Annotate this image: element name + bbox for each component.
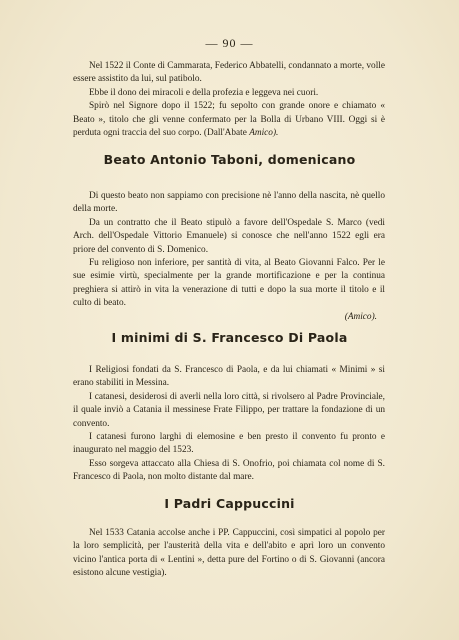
section-heading-cappuccini: I Padri Cappuccini [164, 496, 295, 511]
paragraph: Fu religioso non inferiore, per santità di vita, al Beato Giovanni Falco. Per le sue esimie virtù, specialmente per la grande mortificazione e per la continua preghiera si attirò in vita la venerazione di tutti e dopo la sua morte il titolo e il culto di beato. [73, 258, 385, 309]
paragraph [73, 100, 385, 140]
paragraph: I catanesi furono larghi di elemosine e ben presto il convento fu pronto e inaugurato nel maggio del 1523. [73, 432, 385, 456]
paragraph: Nel 1533 Catania accolse anche i PP. Cappuccini, così simpatici al popolo per la loro semplicità, per l'austerità della vita e dell'abito e aprì loro un convento vicino l'antica porta di « Lentini », detta pure del Fortino o di S. Giovanni (ancora esistono alcune vestigia). [73, 528, 385, 579]
paragraph: I Religiosi fondati da S. Francesco di Paola, e da lui chiamati « Minimi » si erano stabiliti in Messina. [73, 365, 385, 389]
section-beato-antonio [73, 190, 385, 324]
paragraph: I catanesi, desiderosi di averli nella loro città, si rivolsero al Padre Provinciale, il quale inviò a Catania il messinese Frate Filippo, per trattare la fondazione di un convento. [73, 391, 385, 429]
section-minimi [73, 364, 385, 485]
paragraph: Esso sorgeva attaccato alla Chiesa di S. Onofrio, poi chiamata col nome di S. Francesco di Paola, non molto distante dal mare. [73, 458, 385, 483]
page-number: — 90 — [205, 36, 254, 50]
paragraph: Ebbe il dono dei miracoli e della profezia e leggeva nei cuori. [89, 87, 319, 98]
paragraph-text: Spirò nel Signore dopo il 1522; fu sepolto con grande onore e chiamato « Beato », titolo che gli venne confermato per la Bolla di Urbano VIII. Oggi si è perduta ogni traccia del suo corpo. (Dall'Abate [73, 101, 385, 139]
signature: (Amico). [344, 311, 377, 322]
section-heading-beato-antonio: Beato Antonio Taboni, domenicano [103, 152, 356, 167]
section-cappuccini [73, 527, 385, 581]
paragraph: Nel 1522 il Conte di Cammarata, Federico Abbatelli, condannato a morte, volle essere assistito da lui, sul patibolo. [73, 61, 385, 85]
paragraph: Da un contratto che il Beato stipulò a favore dell'Ospedale S. Marco (vedi Arch. dell'Ospedale Vittorio Emanuele) si conosce che nell'anno 1522 egli era priore del convento di S. Domenico. [73, 217, 385, 255]
source-reference: Amico). [249, 128, 279, 139]
section-heading-minimi: I minimi di S. Francesco Di Paola [111, 330, 348, 345]
section-continuation [73, 60, 385, 140]
paragraph: Di questo beato non sappiamo con precisione nè l'anno della nascita, nè quello della morte. [73, 191, 385, 215]
